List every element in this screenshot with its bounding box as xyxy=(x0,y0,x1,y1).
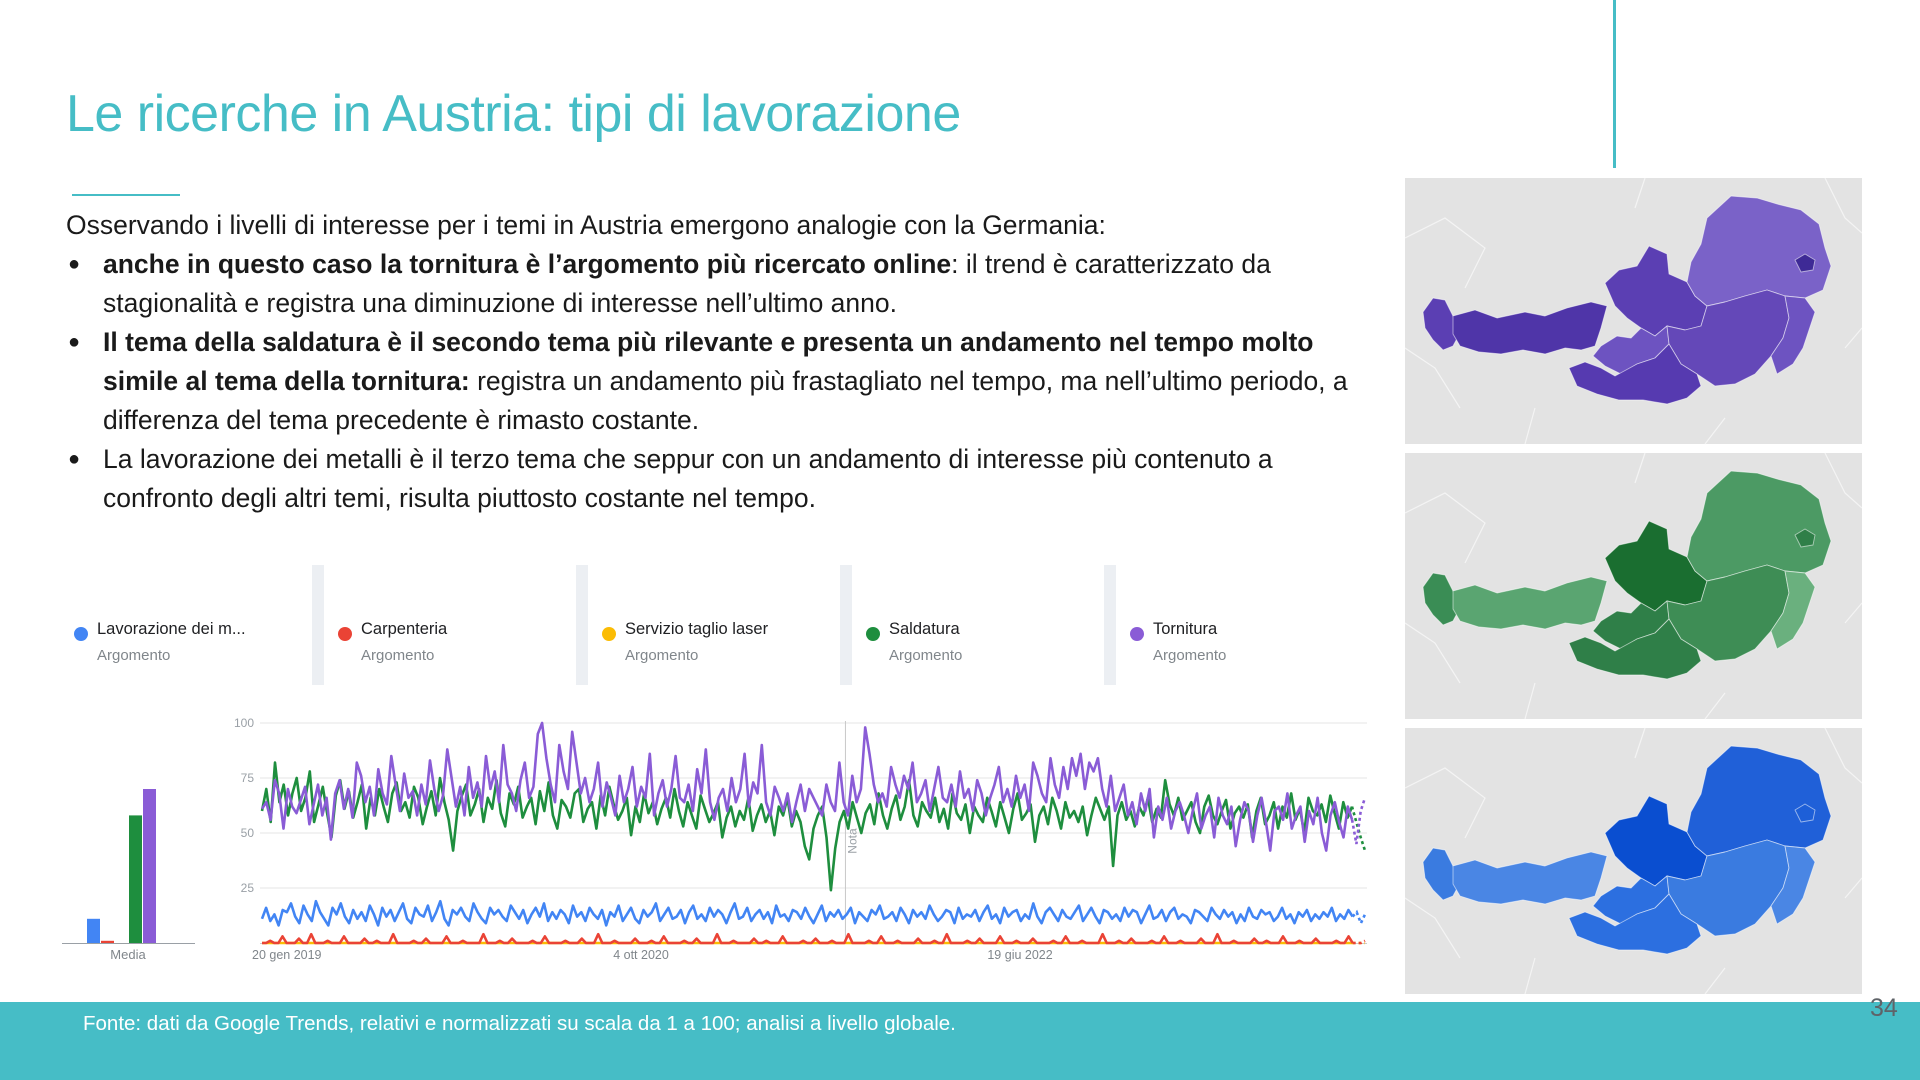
bar-1 xyxy=(101,941,114,943)
average-bar-chart xyxy=(62,789,195,962)
bullet-1-text: : il trend è caratterizzato da stagionalità e registra una diminuzione di interesse nell’ultimo anno. xyxy=(103,249,1271,318)
series-line-1 xyxy=(262,934,1353,943)
time-series-chart xyxy=(234,716,1367,962)
slide-title: Le ricerche in Austria: tipi di lavorazione xyxy=(66,85,961,143)
x-tick-label: 20 gen 2019 xyxy=(252,948,322,962)
intro-text: Osservando i livelli di interesse per i temi in Austria emergono analogie con la Germania: xyxy=(66,210,1106,240)
legend-dot-icon xyxy=(1130,627,1144,641)
trends-legend xyxy=(62,562,1372,682)
bullet-2 xyxy=(66,323,1356,440)
annotation-label: Nota xyxy=(845,828,860,854)
legend-dot-icon xyxy=(866,627,880,641)
title-underline xyxy=(72,194,180,196)
trends-chart xyxy=(50,705,1380,970)
legend-name: Servizio taglio laser xyxy=(625,620,769,638)
map-panel-1 xyxy=(1405,453,1862,719)
y-tick-label: 100 xyxy=(233,716,254,730)
legend-name: Lavorazione dei m... xyxy=(97,620,246,638)
bar-4 xyxy=(143,789,156,943)
bar-x-label: Media xyxy=(110,947,146,962)
legend-sub: Argomento xyxy=(889,647,963,664)
bar-0 xyxy=(87,919,100,943)
bullet-2-bold: Il tema della saldatura è il secondo tema più rilevante e presenta un andamento nel tempo molto simile al tema della tornitura: xyxy=(103,327,1314,396)
body-text xyxy=(66,206,1356,518)
bullet-1 xyxy=(66,245,1356,323)
series-line-partial-0 xyxy=(1353,912,1365,923)
map-panel-0 xyxy=(1405,178,1862,444)
series-line-4 xyxy=(262,723,1352,851)
bullet-list xyxy=(66,245,1356,518)
bar-3 xyxy=(129,815,142,943)
y-tick-label: 25 xyxy=(240,881,254,895)
legend-sub: Argomento xyxy=(1153,647,1227,664)
accent-vertical-line xyxy=(1613,0,1616,168)
bullet-2-text: registra un andamento più frastagliato nel tempo, ma nell’ultimo periodo, a differenza del tema precedente è rimasto costante. xyxy=(103,366,1348,435)
legend-separator xyxy=(576,565,588,685)
legend-separator xyxy=(312,565,324,685)
series-line-partial-4 xyxy=(1352,798,1365,844)
legend-dot-icon xyxy=(338,627,352,641)
x-tick-label: 19 giu 2022 xyxy=(987,948,1053,962)
legend-dot-icon xyxy=(602,627,616,641)
bullet-3-text: La lavorazione dei metalli è il terzo tema che seppur con un andamento di interesse più contenuto a confronto degli altri temi, risulta piuttosto costante nel tempo. xyxy=(103,444,1273,513)
bullet-1-bold: anche in questo caso la tornitura è l’argomento più ricercato online xyxy=(103,249,952,279)
series-line-partial-1 xyxy=(1353,941,1365,943)
legend-sub: Argomento xyxy=(361,647,435,664)
series-line-0 xyxy=(262,901,1353,925)
legend-separator xyxy=(1104,565,1116,685)
legend-dot-icon xyxy=(74,627,88,641)
page-number: 34 xyxy=(1870,994,1898,1022)
legend-sub: Argomento xyxy=(625,647,699,664)
y-tick-label: 75 xyxy=(240,771,254,785)
austria-maps xyxy=(1405,178,1862,994)
legend-name: Carpenteria xyxy=(361,620,448,638)
legend-name: Tornitura xyxy=(1153,620,1218,638)
legend-separator xyxy=(840,565,852,685)
bullet-3 xyxy=(66,440,1356,518)
legend-name: Saldatura xyxy=(889,620,960,638)
footer-source: Fonte: dati da Google Trends, relativi e normalizzati su scala da 1 a 100; analisi a livello globale. xyxy=(83,1012,956,1035)
y-tick-label: 50 xyxy=(240,826,254,840)
x-tick-label: 4 ott 2020 xyxy=(613,948,669,962)
map-panel-2 xyxy=(1405,728,1862,994)
legend-sub: Argomento xyxy=(97,647,171,664)
